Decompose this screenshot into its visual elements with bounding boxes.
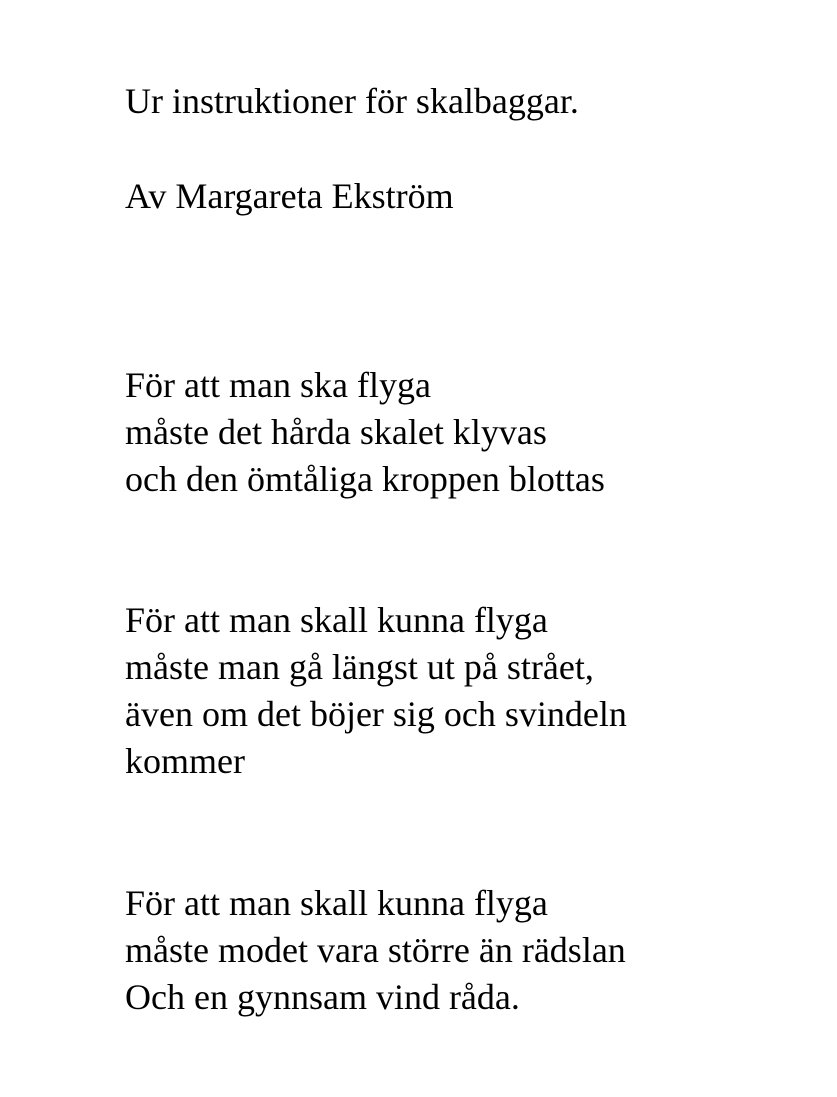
verse-line: För att man ska flyga (125, 365, 431, 405)
poem-author: Av Margareta Ekström (125, 176, 454, 216)
verse-line: kommer (125, 741, 245, 781)
verse-line: måste det hårda skalet klyvas (125, 412, 547, 452)
verse-line: För att man skall kunna flyga (125, 883, 548, 923)
verse-line: även om det böjer sig och svindeln (125, 694, 627, 734)
poem-title: Ur instruktioner för skalbaggar. (125, 81, 579, 121)
verse-line: För att man skall kunna flyga (125, 600, 548, 640)
stanza-2 (125, 597, 627, 785)
verse-line: måste modet vara större än rädslan (125, 930, 626, 970)
verse-line: måste man gå längst ut på strået, (125, 647, 594, 687)
stanza-1 (125, 362, 605, 503)
stanza-3 (125, 880, 626, 1021)
verse-line: och den ömtåliga kroppen blottas (125, 459, 605, 499)
verse-line: Och en gynnsam vind råda. (125, 977, 520, 1017)
